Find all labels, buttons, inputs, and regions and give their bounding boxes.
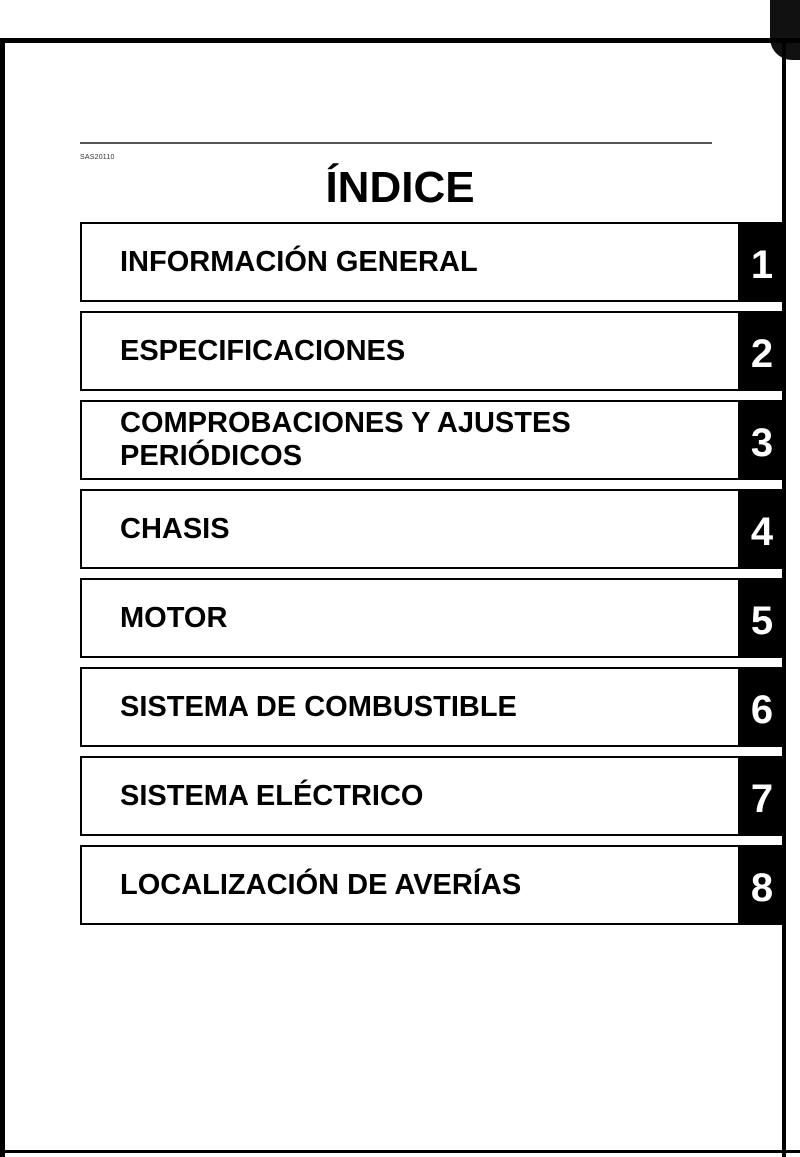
- toc-item-label: SISTEMA ELÉCTRICO: [120, 779, 424, 812]
- toc-item-2[interactable]: [80, 311, 786, 391]
- toc-item-tab: [738, 845, 786, 925]
- toc-item-label: CHASIS: [120, 512, 230, 545]
- toc-item-box: [80, 756, 740, 836]
- toc-item-box: [80, 578, 740, 658]
- toc-item-tab: [738, 756, 786, 836]
- toc-item-number: 6: [750, 688, 774, 732]
- toc-item-box: [80, 400, 740, 480]
- toc-item-3[interactable]: [80, 400, 786, 480]
- toc-item-label: INFORMACIÓN GENERAL: [120, 245, 478, 278]
- toc-item-4[interactable]: [80, 489, 786, 569]
- toc-item-box: [80, 845, 740, 925]
- toc-item-box: [80, 311, 740, 391]
- toc-item-tab: [738, 311, 786, 391]
- toc-item-number: 8: [750, 866, 774, 910]
- toc-item-label: COMPROBACIONES Y AJUSTES PERIÓDICOS: [120, 407, 571, 472]
- toc-item-box: [80, 222, 740, 302]
- toc-item-tab: [738, 489, 786, 569]
- toc-item-5[interactable]: [80, 578, 786, 658]
- toc-item-label: ESPECIFICACIONES: [120, 334, 406, 367]
- page-left-border: [0, 38, 5, 1157]
- page-bottom-border: [0, 1150, 800, 1153]
- toc-item-number: 1: [750, 243, 774, 287]
- toc-item-label: LOCALIZACIÓN DE AVERÍAS: [120, 868, 522, 901]
- toc-item-6[interactable]: [80, 667, 786, 747]
- toc-item-tab: [738, 667, 786, 747]
- toc-item-box: [80, 667, 740, 747]
- toc-item-7[interactable]: [80, 756, 786, 836]
- page-top-border: [0, 38, 800, 43]
- page-title: ÍNDICE: [325, 163, 475, 212]
- toc-item-box: [80, 489, 740, 569]
- toc-item-label: SISTEMA DE COMBUSTIBLE: [120, 690, 517, 723]
- toc-item-number: 2: [750, 332, 774, 376]
- toc-item-tab: [738, 400, 786, 480]
- document-code: SAS20110: [80, 154, 115, 161]
- toc-item-tab: [738, 578, 786, 658]
- toc-item-number: 4: [750, 510, 774, 554]
- table-of-contents: [80, 222, 786, 934]
- toc-item-tab: [738, 222, 786, 302]
- toc-item-number: 3: [750, 421, 774, 465]
- toc-item-number: 7: [750, 777, 774, 821]
- toc-item-label: MOTOR: [120, 601, 228, 634]
- toc-item-8[interactable]: [80, 845, 786, 925]
- header-rule: [80, 142, 712, 144]
- toc-item-1[interactable]: [80, 222, 786, 302]
- toc-item-number: 5: [750, 599, 774, 643]
